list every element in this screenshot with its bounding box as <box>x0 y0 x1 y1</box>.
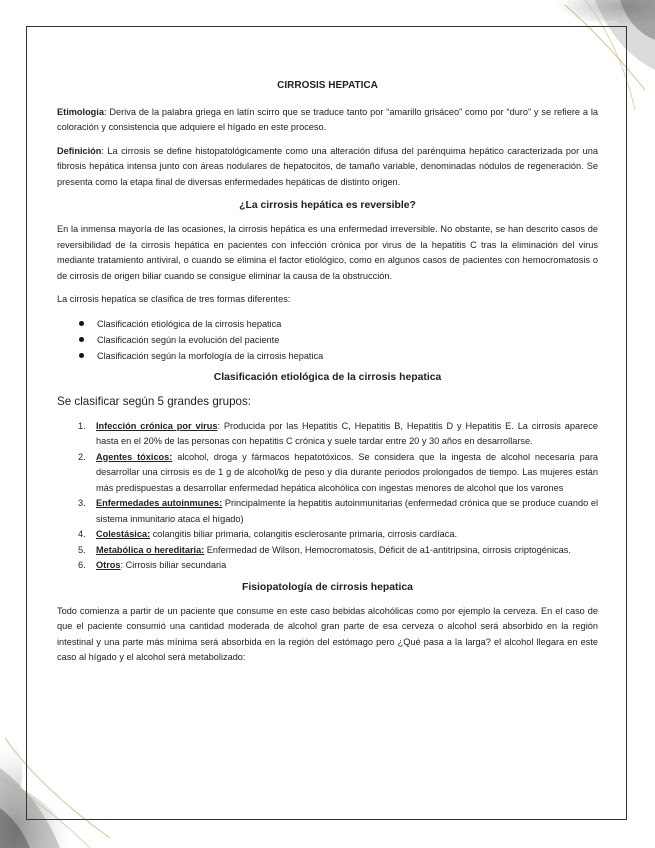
etimologia-text: : Deriva de la palabra griega en latín scirro que se traduce tanto por “amarillo grisáceo” como por “duro” y se refiere a la coloración y consistencia que adquiere el hígado en este proceso. <box>57 106 598 132</box>
list-item-number: 2. <box>78 451 86 462</box>
etimologia-label: Etimología <box>57 106 104 117</box>
list-item <box>79 316 598 332</box>
group-label: Otros <box>96 560 121 570</box>
list-item-text: Clasificación según la evolución del paciente <box>97 334 280 345</box>
list-item-number: 4. <box>78 529 86 539</box>
etiologica-groups-list <box>57 419 598 574</box>
list-item <box>57 496 598 527</box>
list-item-text: Clasificación según la morfología de la cirrosis hepatica <box>97 350 324 361</box>
list-item-number: 1. <box>78 420 86 431</box>
group-text: alcohol, droga y fármacos hepatotóxicos. Se considera que la ingesta de alcohol necesaria para desarrollar una cirrosis es de 1 g de alcohol/kg de peso y día durante periodos prolongados de tiempo. Las mujeres están más predispuestas a desarrollar enfermedad hepática alcohólica con ingestas menores de alcohol que los varones <box>96 451 598 493</box>
definicion-text: : La cirrosis se define histopatológicamente como una alteración difusa del parénquima hepático caracterizada por una fibrosis hepática intensa junto con áreas nodulares de hepatocitos, de tamaño variable, denominadas nódulos de regeneración. Se presenta como la etapa final de diversas enfermedades hepáticas de distinto origen. <box>57 145 598 187</box>
group-label: Metabólica o hereditaria: <box>96 544 205 555</box>
document-title: CIRROSIS HEPATICA <box>277 80 378 91</box>
list-item <box>57 543 598 559</box>
list-item <box>57 450 598 497</box>
fisiopatologia-paragraph: Todo comienza a partir de un paciente que consume en este caso bebidas alcohólicas como por ejemplo la cerveza. En el caso de que el paciente consumió una cantidad moderada de alcohol gran parte de esa cerveza o alcohol será absorbido en la región intestinal y una parte más mínima será absorbida en la región del estómago pero ¿Qué pasa a la larga? el alcohol llegara en este caso al hígado y el alcohol será metabolizado: <box>57 605 598 662</box>
list-item-number: 6. <box>78 560 86 570</box>
bullet-icon <box>79 321 84 326</box>
group-text: colangitis biliar primaria, colangitis esclerosante primaria, cirrosis cardíaca. <box>150 529 458 539</box>
list-item <box>57 558 598 574</box>
fisiopatologia-heading: Fisiopatología de cirrosis hepatica <box>242 581 413 593</box>
reversible-heading: ¿La cirrosis hepática es reversible? <box>239 200 416 211</box>
list-item <box>57 419 598 450</box>
list-item-number: 5. <box>78 544 86 555</box>
group-label: Agentes tóxicos: <box>96 451 173 462</box>
group-label: Colestásica: <box>96 529 151 539</box>
document-body <box>57 78 598 674</box>
group-text: : Cirrosis biliar secundaria <box>120 560 227 570</box>
etimologia-paragraph <box>57 105 598 136</box>
etiologica-heading: Clasificación etiológica de la cirrosis hepatica <box>213 371 442 383</box>
group-text: : Producida por las Hepatitis C, Hepatitis B, Hepatitis D y Hepatitis E. La cirrosis aparece hasta en el 20% de las personas con hepatitis C crónica y suele tardar entre 20 y 30 años en desarrollarse. <box>96 420 598 446</box>
list-item <box>79 348 598 364</box>
list-item-text: Clasificación etiológica de la cirrosis hepatica <box>97 318 282 329</box>
definicion-paragraph <box>57 144 598 191</box>
bullet-icon <box>79 353 84 358</box>
clasificacion-intro: La cirrosis hepatica se clasifica de tres formas diferentes: <box>57 294 291 304</box>
list-item-number: 3. <box>78 498 86 508</box>
group-text: Principalmente la hepatitis autoinmunitarias (enfermedad crónica que se produce cuando el sistema inmunitario ataca el hígado) <box>96 498 598 524</box>
group-text: Enfermedad de Wilson, Hemocromatosis, Déficit de a1-antitripsina, cirrosis criptogénicas. <box>204 544 571 555</box>
etiologica-intro: Se clasificar según 5 grandes grupos: <box>57 394 251 408</box>
list-item <box>57 527 598 543</box>
clasificacion-list <box>57 316 598 364</box>
bullet-icon <box>79 337 84 342</box>
list-item <box>79 332 598 348</box>
group-label: Infección crónica por virus <box>96 420 218 431</box>
reversible-paragraph: En la inmensa mayoría de las ocasiones, la cirrosis hepática es una enfermedad irreversible. No obstante, se han descrito casos de reversibilidad de la cirrosis hepática en pacientes con infección crónica por virus de la hepatitis C tras la eliminación del virus mediante tratamiento antiviral, o cuando se elimina el factor etiológico, como en algunos casos de pacientes con hemocromatosis o de cirrosis de origen biliar cuando se consigue eliminar la causa de la obstrucción. <box>57 224 598 281</box>
definicion-label: Definición <box>57 145 102 156</box>
group-label: Enfermedades autoinmunes: <box>96 498 223 508</box>
